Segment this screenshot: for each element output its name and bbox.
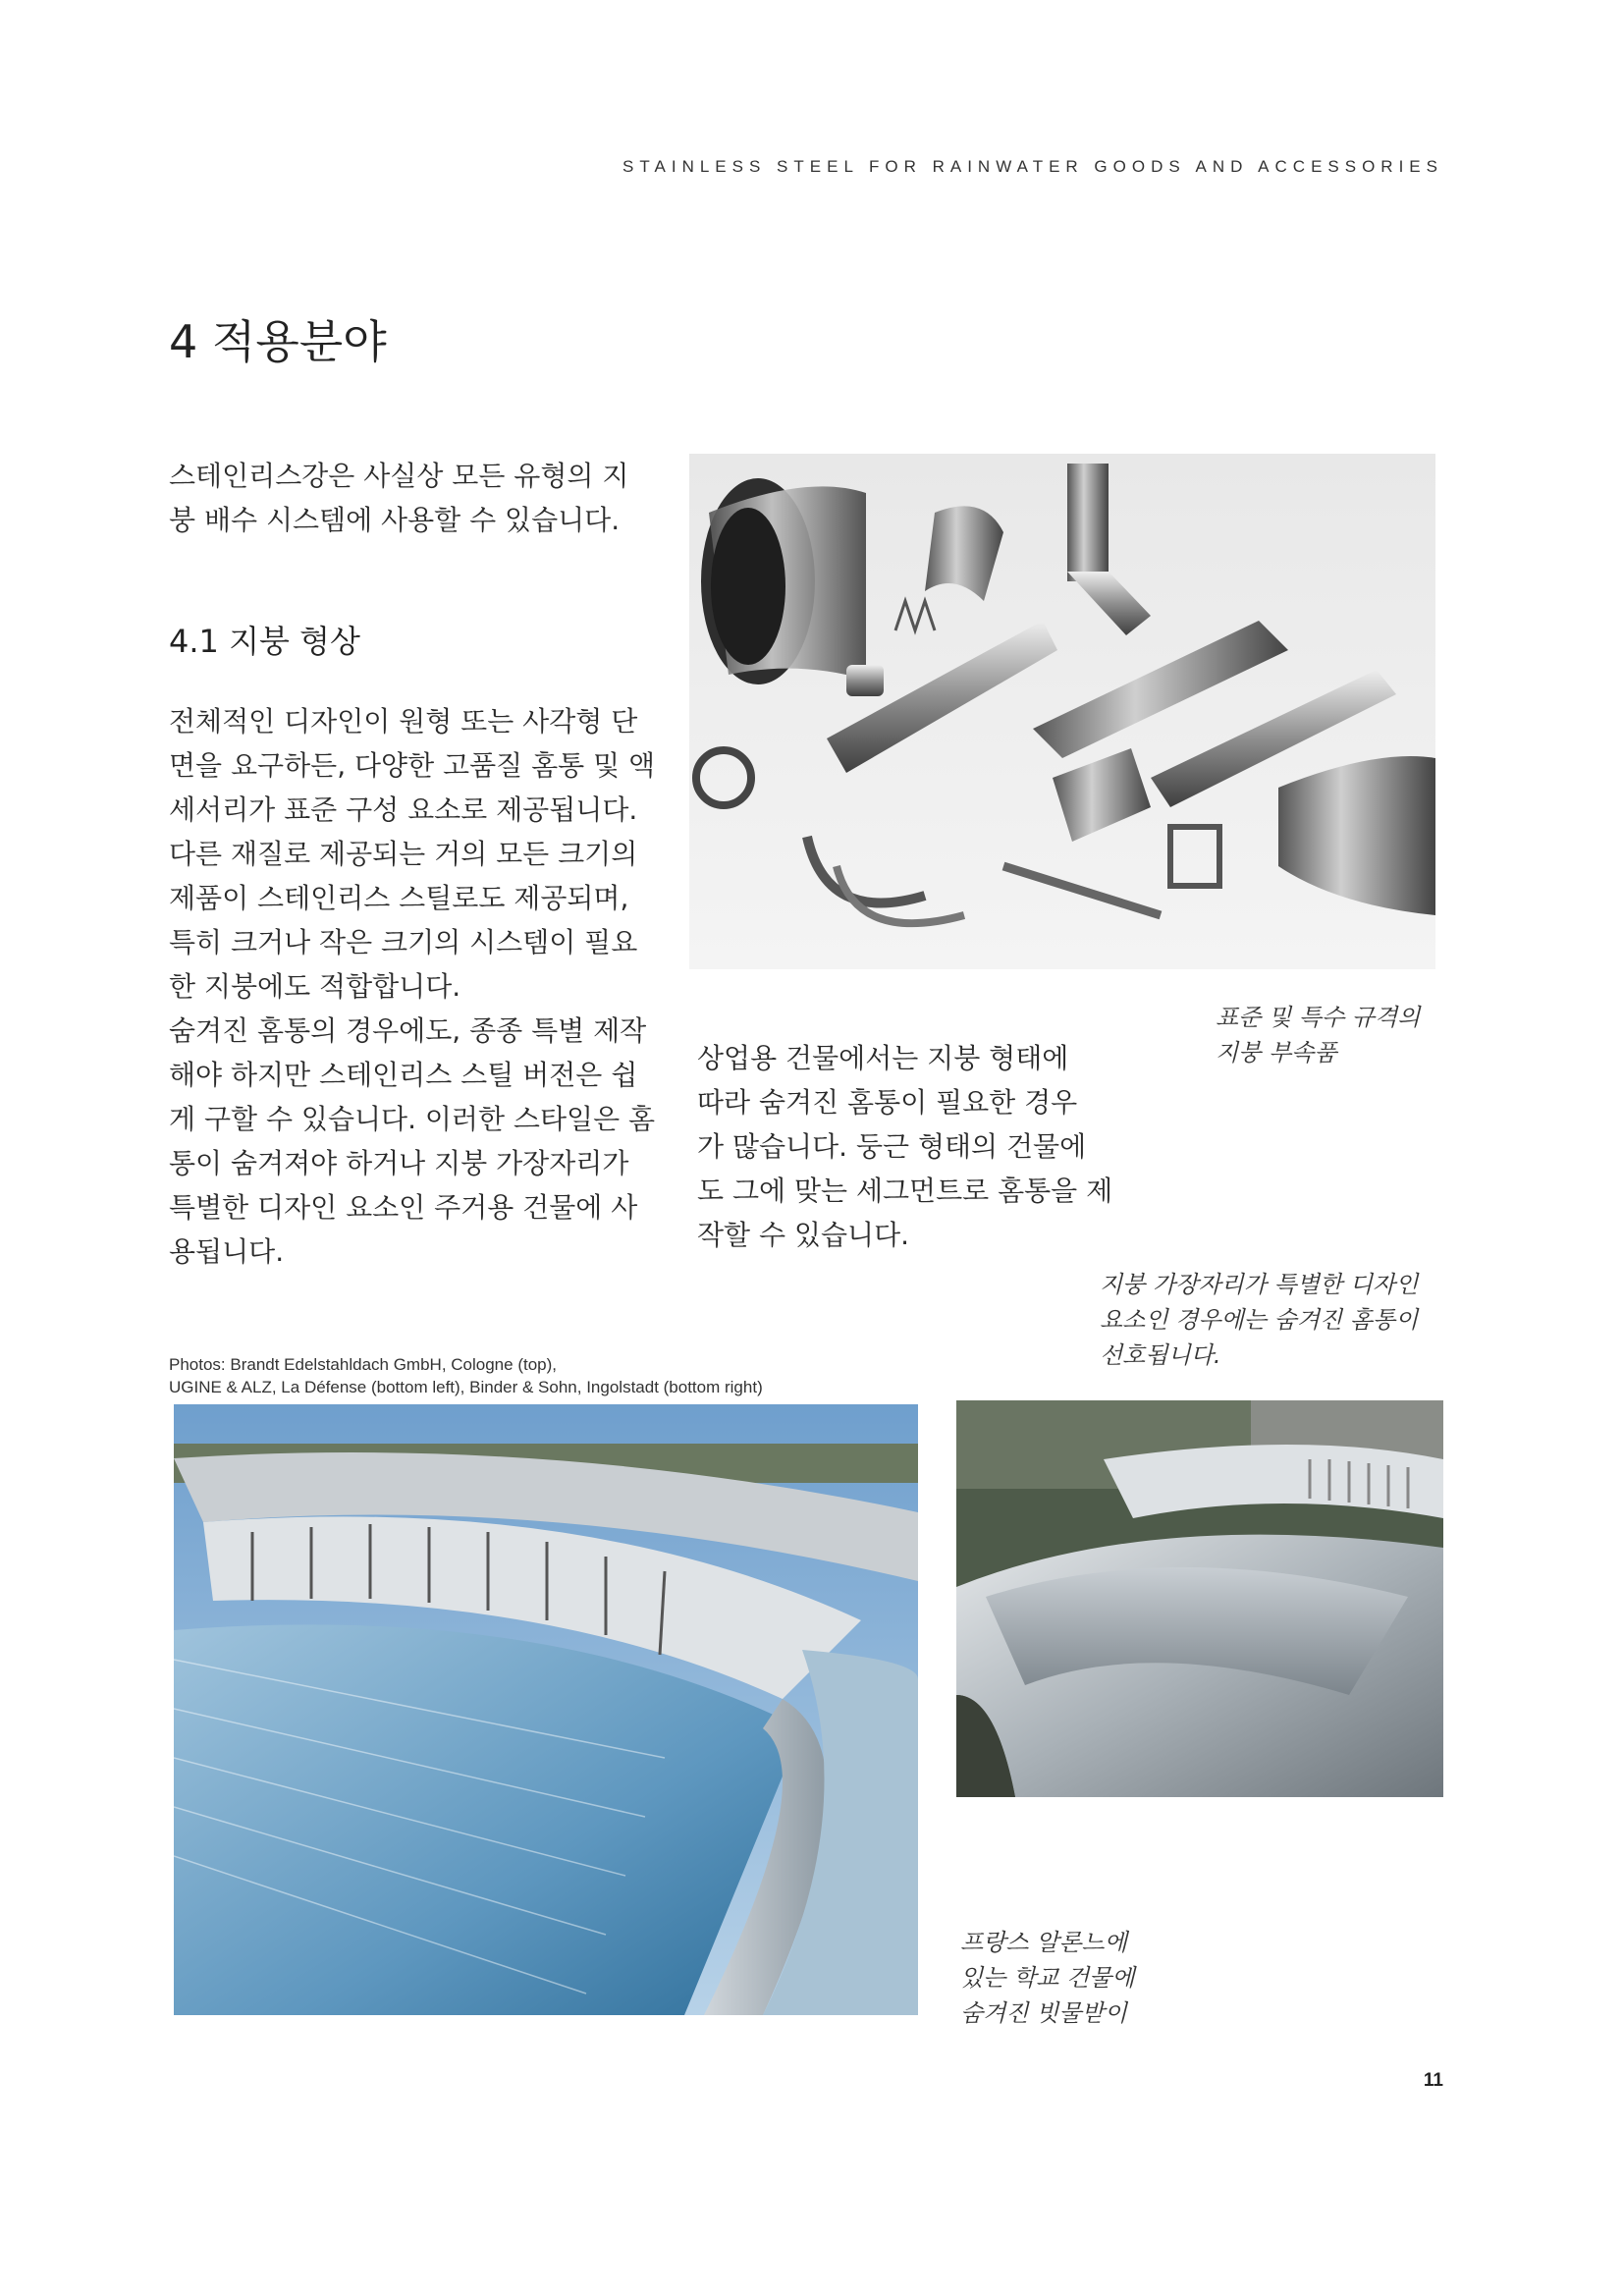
accessories-photo	[689, 454, 1435, 969]
school-caption: 프랑스 알론느에 있는 학교 건물에 숨겨진 빗물받이	[960, 1929, 1135, 2027]
section-body: 전체적인 디자인이 원형 또는 사각형 단 면을 요구하든, 다양한 고품질 홈통 및 액 세서리가 표준 구성 요소로 제공됩니다. 다른 재질로 제공되는 거의 모든 크기의 제품이 스테인리스 스틸로도 제공되며, 특히 크거나 작은 크기의 시스템이 필요 한 지붕에도 적합합니다. 숨겨진 홈통의 경우에도, 종종 특별 제작 해야 하지만 스테인리스 스틸 버전은 쉽 게 구할 수 있습니다. 이러한 스타일은 홈 통이 숨겨져야 하거나 지붕 가장자리가 특별한 디자인 요소인 주거용 건물에 사 용됩니다.	[169, 705, 656, 1268]
running-header: STAINLESS STEEL FOR RAINWATER GOODS AND ACCESSORIES	[622, 157, 1443, 176]
page-number: 11	[1423, 2070, 1443, 2091]
photo-credits: Photos: Brandt Edelstahldach GmbH, Cologne (top), UGINE & ALZ, La Défense (bottom left), Binder & Sohn, Ingolstadt (bottom right)	[169, 1355, 763, 1396]
commercial-text: 상업용 건물에서는 지붕 형태에 따라 숨겨진 홈통이 필요한 경우 가 많습니다. 둥근 형태의 건물에 도 그에 맞는 세그먼트로 홈통을 제 작할 수 있습니다.	[697, 1042, 1113, 1251]
chapter-intro: 스테인리스강은 사실상 모든 유형의 지 붕 배수 시스템에 사용할 수 있습니다.	[169, 460, 629, 536]
hidden-gutter-photo	[956, 1400, 1443, 1797]
chapter-title: 4 적용분야	[169, 315, 387, 368]
section-title: 4.1 지붕 형상	[169, 623, 360, 660]
accessories-caption: 표준 및 특수 규격의 지붕 부속품	[1216, 1004, 1421, 1066]
roof-edge-caption: 지붕 가장자리가 특별한 디자인 요소인 경우에는 숨겨진 홈통이 선호됩니다.	[1100, 1271, 1419, 1369]
curved-roof-photo	[174, 1404, 918, 2015]
